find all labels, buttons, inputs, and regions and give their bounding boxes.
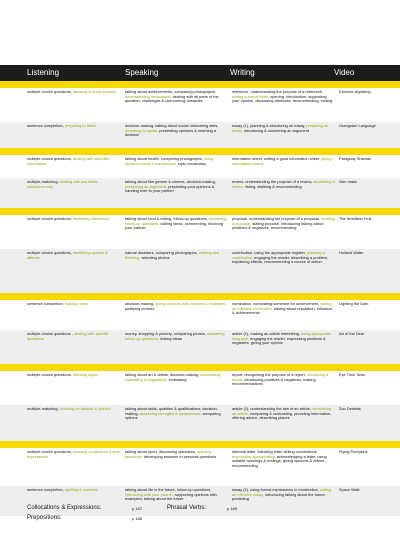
highlight-text: starting and finishing, [125, 250, 220, 260]
speaking-cell [123, 300, 230, 330]
speaking-cell [123, 88, 230, 122]
footer-prepositions-label: Prepositions: [27, 515, 62, 521]
highlight-text: dealing with two tasks simultaneously [27, 179, 98, 189]
footer-phrasal-page: p 189 [227, 506, 238, 511]
cell-text: talking about film genres & cinema, decision-making, [125, 179, 216, 184]
row-spacer [0, 405, 23, 441]
highlight-text: understanding instructions, [125, 93, 172, 99]
cell-text: nomination, nominating someone for achievement, [232, 301, 321, 306]
writing-cell [230, 330, 337, 364]
speaking-cell [123, 448, 230, 486]
table-row [0, 88, 400, 122]
highlight-text: focusing on attitude & opinion [59, 406, 111, 411]
listening-cell [23, 122, 123, 148]
cell-text: multiple-matching, [27, 179, 60, 184]
highlight-text: writing an effective nomination, [232, 301, 332, 311]
table-row [0, 155, 400, 178]
cell-text: sentence completion, [27, 487, 65, 492]
highlight-text: preparing to listen [64, 123, 96, 128]
row-spacer [0, 448, 23, 486]
highlight-text: composing an article, [232, 406, 332, 416]
cell-text: engaging the reader, describing a problem, explaining effects, recommending a course of action [232, 254, 329, 265]
speaking-cell [123, 405, 230, 441]
cell-text: essay (2), using formal expressions in moderation, [232, 487, 321, 492]
cell-text: natural disasters, comparing photographs, [125, 250, 199, 255]
highlight-text: structuring a report, [232, 372, 329, 382]
listening-cell [23, 405, 123, 441]
highlight-text: dealing with scientific information [27, 156, 110, 166]
cell-text: talking about food & eating, follow-up questions, [125, 216, 209, 221]
cell-text: selecting photos [140, 254, 170, 260]
row-spacer [0, 155, 23, 178]
row-spacer [0, 122, 23, 148]
video-cell: The Smelliest Fruit [339, 216, 372, 221]
highlight-text: giving information clearly [232, 156, 332, 166]
cell-text: supporting opinions with examples, talking about the future [125, 491, 217, 502]
video-cell: Paraguay Shaman [339, 156, 372, 161]
table-row [0, 122, 400, 148]
cell-text: money, shopping & poverty, comparing photos, [125, 331, 207, 336]
cell-text: listing, disliking & recommending [244, 183, 302, 189]
row-spacer [0, 249, 23, 293]
footer-prepositions-page: p 188 [132, 516, 143, 521]
cell-text: stating purpose, introducing talking about positives & negatives, recommending [232, 220, 324, 231]
header-speaking: Speaking [125, 68, 159, 77]
footer-phrasal-label: Phrasal Verbs: [167, 505, 207, 511]
highlight-text: identifying opinion & attitude [27, 250, 108, 260]
unit-divider [0, 148, 400, 155]
cell-text: talking about achievements, comparing photographs, [125, 89, 217, 94]
cell-text: multiple-choice questions, [27, 250, 73, 255]
footer-collocations-label: Collocations & Expressions: [27, 505, 102, 511]
unit-divider [0, 441, 400, 448]
speaking-cell [123, 249, 230, 293]
table-row [0, 448, 400, 486]
highlight-text: presenting an argument, [125, 183, 168, 189]
cell-text: talking about skills, qualities & qualifications, decision-making, [125, 406, 218, 416]
highlight-text: identifying distractors [72, 216, 110, 221]
cell-text: dealing with all parts of the question, challenges & overcoming obstacles [125, 93, 219, 104]
highlight-text: using relevant words & expressions, [125, 156, 214, 166]
video-cell: Eye Trick Town [339, 372, 366, 377]
video-cell: Extreme skydiving [339, 89, 371, 94]
cell-text: multiple-choice questions, [27, 156, 73, 161]
cell-text: reference, understanding the purpose of a reference, [232, 89, 324, 94]
cell-text: multiple-choice questions , [27, 331, 74, 336]
highlight-text: responding appropriately, [232, 453, 276, 459]
cell-text: developing answers to personal questions [142, 453, 217, 459]
video-cell: Orangutan Language [339, 123, 376, 128]
video-cell: Space Walk [339, 487, 360, 492]
listening-cell [23, 88, 123, 122]
writing-cell [230, 178, 337, 208]
speaking-cell [123, 155, 230, 178]
speaking-cell [123, 371, 230, 405]
cell-text: decision-making, talking about social networking sites, [125, 123, 219, 128]
cell-text: justifying choices [125, 305, 155, 311]
highlight-text: interacting with your partner, [125, 491, 174, 497]
cell-text: comparing & contrasting, providing information, offering advice, describing places [232, 410, 332, 421]
speaking-cell [123, 215, 230, 249]
cell-text: adding ideas, commenting, involving your partner [125, 220, 224, 231]
cell-text: evaluating [167, 376, 187, 382]
cell-text: multiple-choice questions, [27, 216, 73, 221]
speaking-cell [123, 178, 230, 208]
cell-text: talking about reputation, influence & achievements [232, 305, 333, 316]
cell-text: article (1), making an article interesting, [232, 331, 301, 336]
row-spacer [0, 215, 23, 249]
cell-text: opening, introduction, supporting your opinion, discussing attributes, recommending, ending [232, 93, 333, 104]
cell-text: talking about sport, discussing questions, [125, 449, 198, 454]
listening-cell [23, 486, 123, 516]
highlight-text: using appropriate language, [232, 331, 332, 341]
highlight-text: assessing strengths & weaknesses, [139, 410, 202, 416]
cell-text: review, understanding the purpose of a review, [232, 179, 314, 184]
highlight-text: creating a proposal, [232, 216, 335, 226]
listening-cell [23, 155, 123, 178]
highlight-text: preparing to speak, [125, 127, 159, 133]
highlight-text: listening again [72, 372, 98, 377]
unit-divider [0, 208, 400, 215]
video-cell: Skin mask [339, 179, 357, 184]
video-cell: Zoo Dentists [339, 406, 361, 411]
cell-text: proposal, understanding the purpose of a proposal, [232, 216, 322, 221]
listening-cell [23, 249, 123, 293]
cell-text: sentence completion, [27, 301, 65, 306]
highlight-text: planning a contribution, [232, 250, 325, 260]
table-header [0, 65, 400, 81]
cell-text: introducing talking about the future, predicting [232, 491, 326, 502]
writing-cell [230, 155, 337, 178]
cell-text: informal letter, following letter writing conventions, [232, 449, 318, 454]
header-listening: Listening [27, 68, 60, 77]
writing-cell [230, 300, 337, 330]
cell-text: introducing positives & negatives, making recommendations [232, 376, 316, 387]
cell-text: linking ideas [159, 335, 182, 341]
row-spacer [0, 486, 23, 516]
cell-text: talking about health, comparing photographs, [125, 156, 204, 161]
row-spacer [0, 330, 23, 364]
listening-cell [23, 215, 123, 249]
listening-cell [23, 448, 123, 486]
cell-text: introducing & countering an argument [242, 127, 309, 133]
writing-cell [230, 122, 337, 148]
cell-text: topic vocabulary [176, 160, 207, 166]
highlight-text: answering follow-up questions, [125, 331, 225, 341]
table-row [0, 371, 400, 405]
video-cell: Holland Water [339, 250, 364, 255]
header-writing: Writing [230, 68, 255, 77]
cell-text: presenting your opinions & handing over to your partner [125, 183, 215, 194]
video-cell: Lighting the Dark [339, 301, 369, 306]
top-band [0, 0, 400, 30]
cell-text: presenting opinions & reaching a decision [125, 127, 217, 138]
cell-text: comparing options [125, 410, 221, 421]
cell-text: contribution, using the appropriate register, [232, 250, 307, 255]
highlight-text: giving opinions with reasons & examples, [155, 301, 227, 306]
skills-table [0, 81, 400, 516]
listening-cell [23, 330, 123, 364]
table-row [0, 300, 400, 330]
footer-collocations-page: p 187 [132, 506, 143, 511]
highlight-text: writing an effective essay, [232, 487, 332, 497]
unit-divider [0, 293, 400, 300]
listening-cell [23, 300, 123, 330]
writing-cell [230, 371, 337, 405]
cell-text: report, recognising the purpose of a report, [232, 372, 307, 377]
cell-text: multiple-choice questions, [27, 372, 73, 377]
writing-cell [230, 88, 337, 122]
listening-cell [23, 178, 123, 208]
table-row [0, 249, 400, 293]
row-spacer [0, 300, 23, 330]
writing-cell [230, 448, 337, 486]
speaking-cell [123, 122, 230, 148]
writing-cell [230, 405, 337, 441]
writing-cell [230, 215, 337, 249]
highlight-text: listening to short extracts [72, 89, 116, 94]
video-cell: Art of the Deal [339, 331, 364, 336]
cell-text: talking about life in the future, follow-up questions, [125, 487, 212, 492]
highlight-text: speculating, evaluating & negotiating, [125, 372, 222, 382]
speaking-cell [123, 486, 230, 516]
cell-text: information sheet, writing a good information sheet, [232, 156, 322, 161]
cell-text: article (2), understanding the aim of an article, [232, 406, 313, 411]
writing-cell [230, 486, 337, 516]
table-row [0, 215, 400, 249]
writing-cell [230, 249, 337, 293]
cell-text: multiple-choice questions, [27, 89, 73, 94]
table-row [0, 178, 400, 208]
row-spacer [0, 371, 23, 405]
highlight-text: structuring a review, [232, 179, 335, 189]
highlight-text: writing a formal letter, [232, 93, 269, 99]
cell-text: sentence completion, [27, 123, 65, 128]
row-spacer [0, 88, 23, 122]
unit-divider [0, 364, 400, 371]
row-spacer [0, 178, 23, 208]
unit-divider [0, 81, 400, 88]
cell-text: decision-making, [125, 301, 156, 306]
cell-text: engaging the reader, expressing positives & negatives, giving your opinion [232, 335, 326, 346]
listening-cell [23, 371, 123, 405]
cell-text: multiple-choice questions, [27, 449, 73, 454]
highlight-text: dealing with specific questions [27, 331, 109, 341]
speaking-cell [123, 330, 230, 364]
cell-text: talking about art & artists, decision-making, [125, 372, 201, 377]
video-cell: Flying Pumpkins [339, 449, 368, 454]
highlight-text: preparing an essay, [232, 123, 329, 133]
header-video: Video [334, 68, 355, 77]
cell-text: essay (1), planning & structuring an essay, [232, 123, 307, 128]
highlight-text: answering follow-up questions, [125, 216, 227, 226]
highlight-text: spelling & numbers [64, 487, 98, 492]
cell-text: multiple-matching, [27, 406, 60, 411]
table-row [0, 486, 400, 516]
table-row [0, 405, 400, 441]
highlight-text: focusing on adverbs & time expressions [27, 449, 120, 459]
table-row [0, 330, 400, 364]
highlight-text: opening questions, [125, 449, 211, 459]
cell-text: acknowledging a letter, using suitable openings & endings, giving opinions & advice, recommending [232, 453, 327, 468]
highlight-text: making notes [64, 301, 88, 306]
